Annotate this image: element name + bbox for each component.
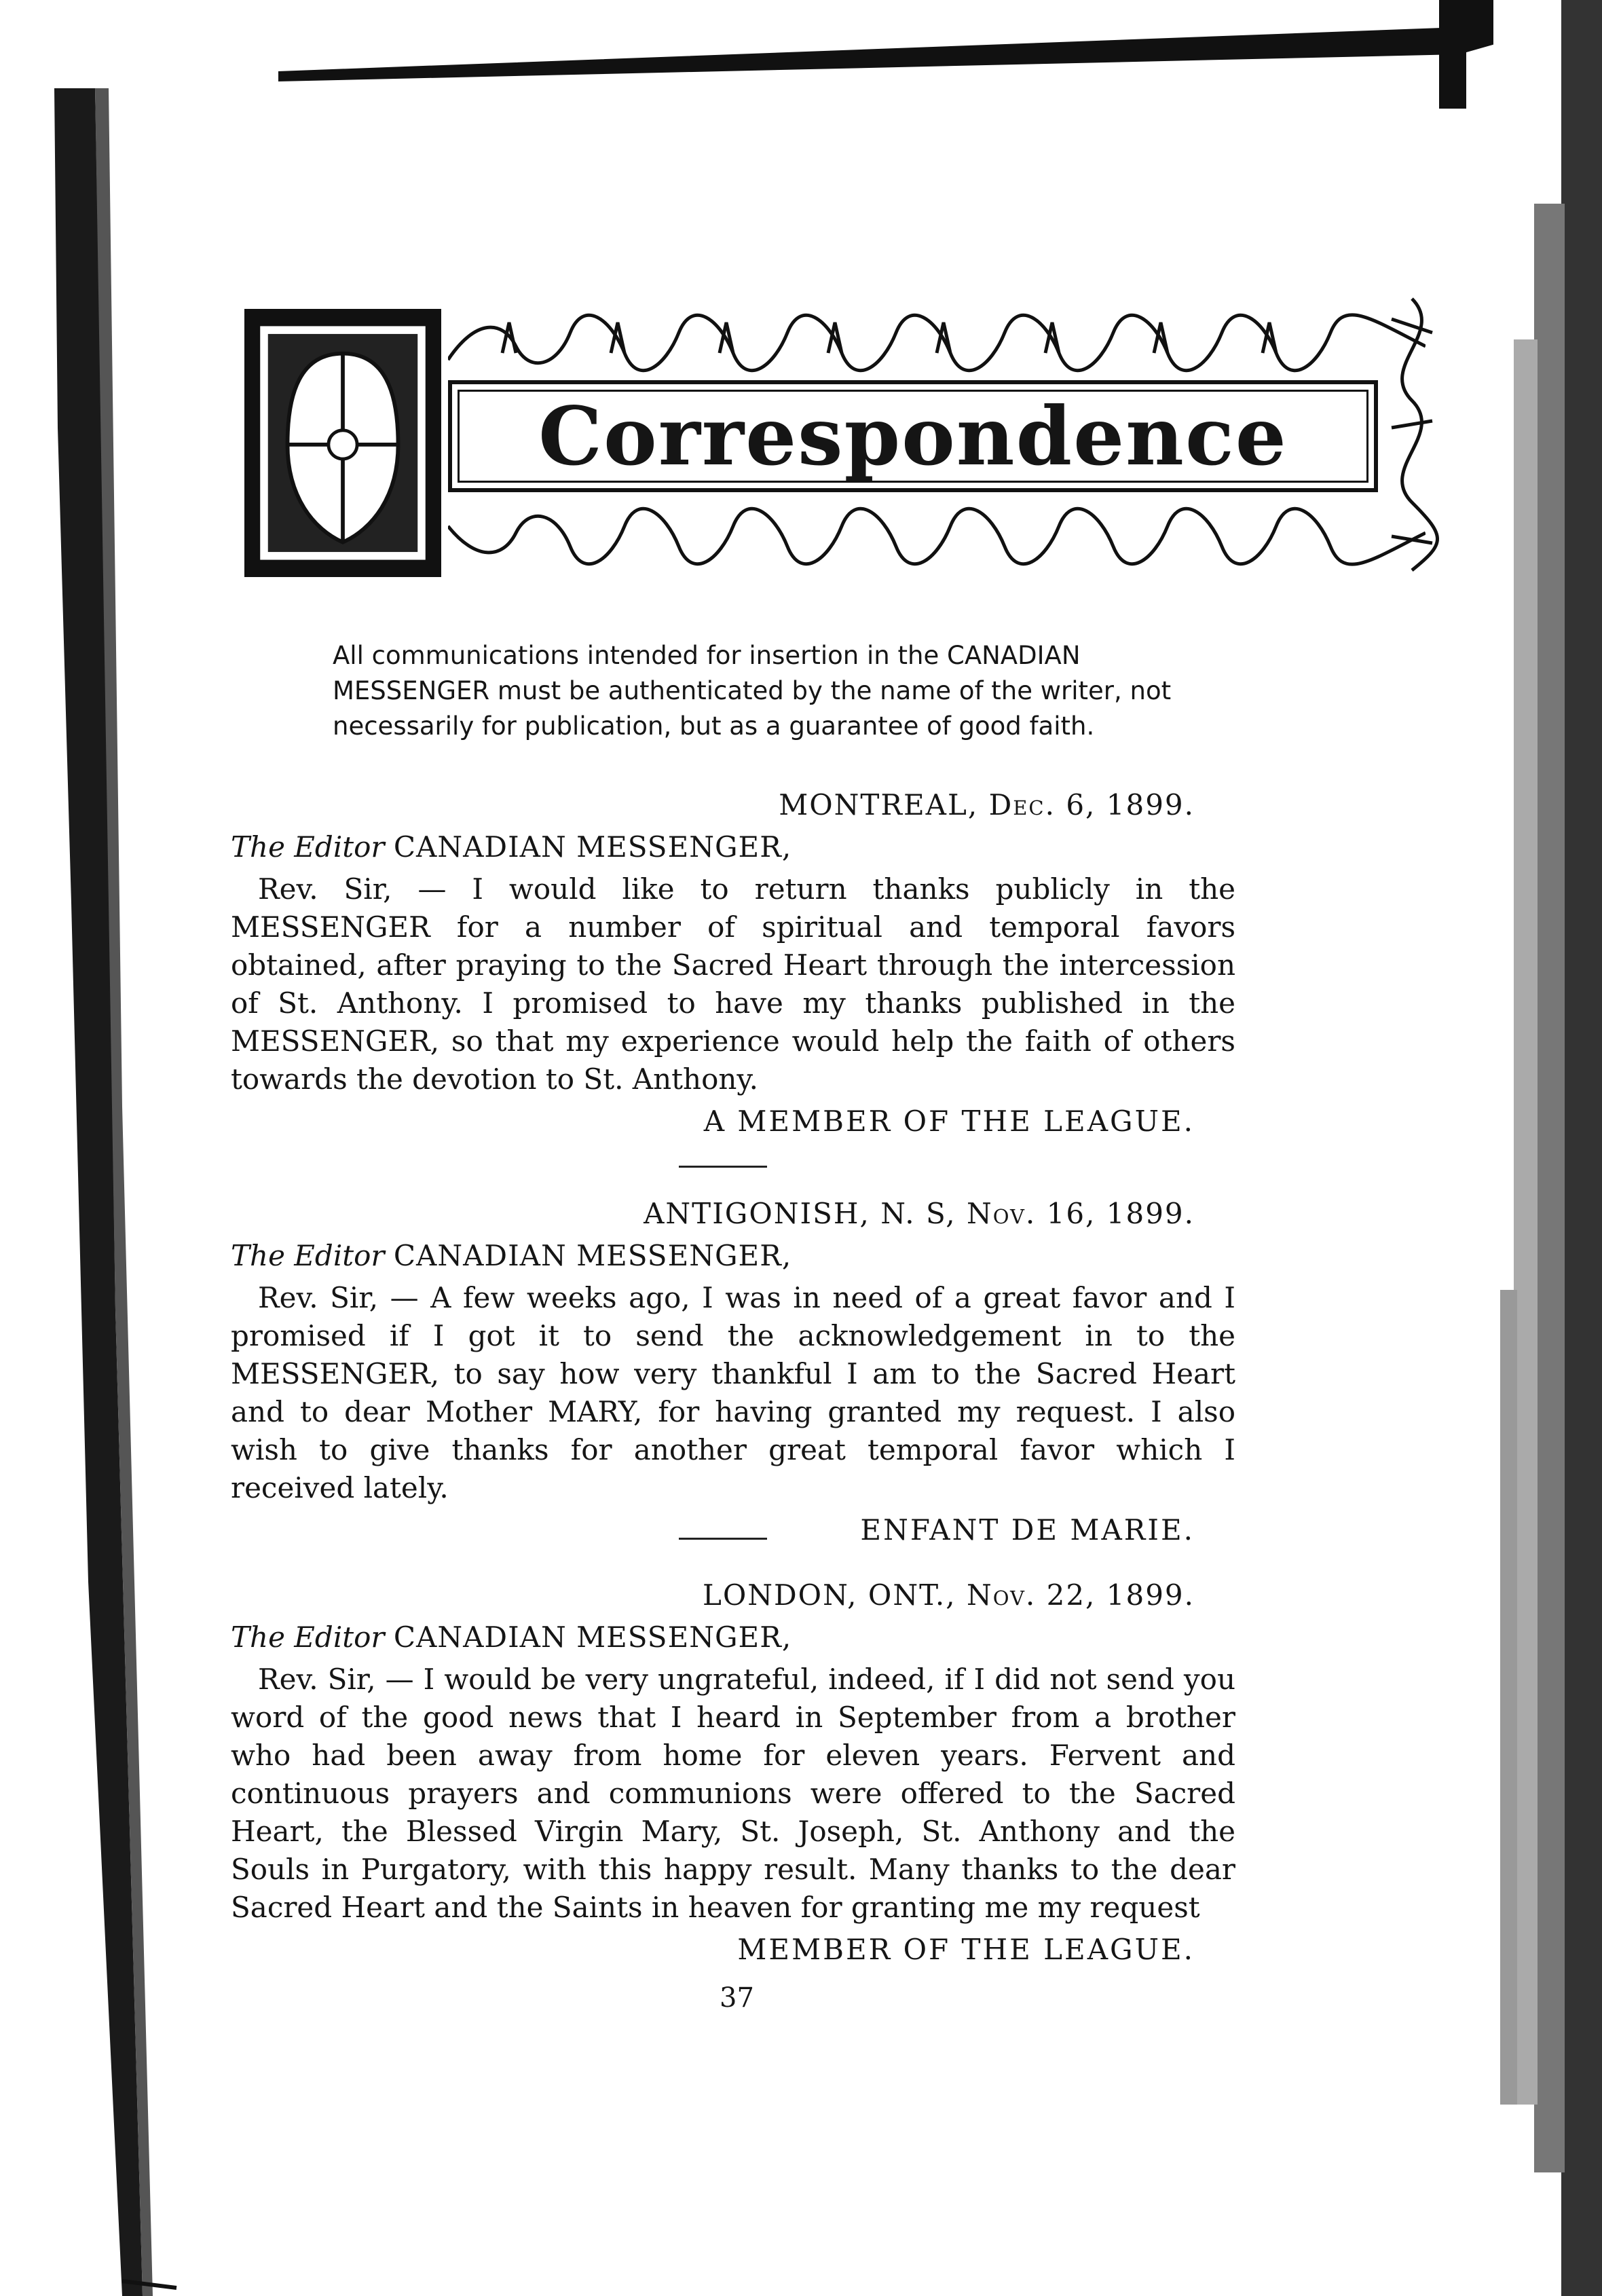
scan-right-edge	[1432, 0, 1602, 2296]
letter-addressee	[231, 1237, 1235, 1275]
letter-body: Rev. Sir, — I would like to return thanks publicly in the MESSENGER for a number of spiritual and temporal favors obtained, after praying to the Sacred Heart through the intercession of St. Anthony. I promised to have my thanks published in the MESSENGER, so that my experience would help the faith of others towards the devotion to St. Anthony.	[231, 872, 1235, 1096]
addressee-recipient: CANADIAN MESSENGER,	[393, 830, 792, 864]
title-frame	[448, 380, 1378, 492]
letter-dateline: LONDON, ONT., Nov. 22, 1899.	[702, 1578, 1195, 1612]
page-title: Correspondence	[538, 388, 1288, 483]
letter-body: Rev. Sir, — A few weeks ago, I was in need of a great favor and I promised if I got it to send the acknowledgement in to the MESSENGER, to say how very thankful I am to the Sacred Heart and to dear Mother MARY, for having granted my request. I also wish to give thanks for another great temporal favor which I received lately.	[231, 1281, 1235, 1504]
letter-3	[231, 1576, 1235, 1969]
letter-addressee	[231, 828, 1235, 866]
ornamental-initial	[244, 309, 441, 577]
letter-2	[231, 1195, 1235, 1549]
correspondence-header	[244, 292, 1288, 597]
letter-addressee	[231, 1618, 1235, 1656]
addressee-title: The Editor	[231, 1239, 385, 1272]
leaf-ornament-right	[1371, 292, 1453, 577]
letter-dateline: MONTREAL, Dec. 6, 1899.	[779, 788, 1195, 821]
letter-signature: ENFANT DE MARIE.	[860, 1513, 1195, 1547]
addressee-title: The Editor	[231, 830, 385, 864]
page-number: 37	[720, 1982, 754, 2014]
leaf-ornament-top	[448, 305, 1426, 373]
scan-top-edge	[0, 0, 1602, 136]
letter-1	[231, 786, 1235, 1141]
notice-text: All communications intended for insertion in the CANADIAN MESSENGER must be authenticated by the name of the writer, not necessarily for publication, but as a guarantee of good faith.	[333, 641, 1172, 741]
letter-signature: A MEMBER OF THE LEAGUE.	[703, 1105, 1195, 1138]
leaf-ornament-bottom	[448, 506, 1426, 574]
letter-body: Rev. Sir, — I would be very ungrateful, indeed, if I did not send you word of the good news that I heard in September from a brother who had been away from home for eleven years. Fervent and continuous prayers and communions were offered to the Sacred Heart, the Blessed Virgin Mary, St. Joseph, St. Anthony and the Souls in Purgatory, with this happy result. Many thanks to the dear Sacred Heart and the Saints in heaven for granting me my request	[231, 1663, 1235, 1924]
addressee-recipient: CANADIAN MESSENGER,	[393, 1621, 792, 1654]
separator-rule	[679, 1538, 767, 1540]
letter-dateline: ANTIGONISH, N. S, Nov. 16, 1899.	[644, 1197, 1195, 1230]
addressee-title: The Editor	[231, 1621, 385, 1654]
letter-signature: MEMBER OF THE LEAGUE.	[737, 1933, 1195, 1966]
addressee-recipient: CANADIAN MESSENGER,	[393, 1239, 792, 1272]
separator-rule	[679, 1166, 767, 1168]
scan-left-edge	[41, 88, 190, 2296]
